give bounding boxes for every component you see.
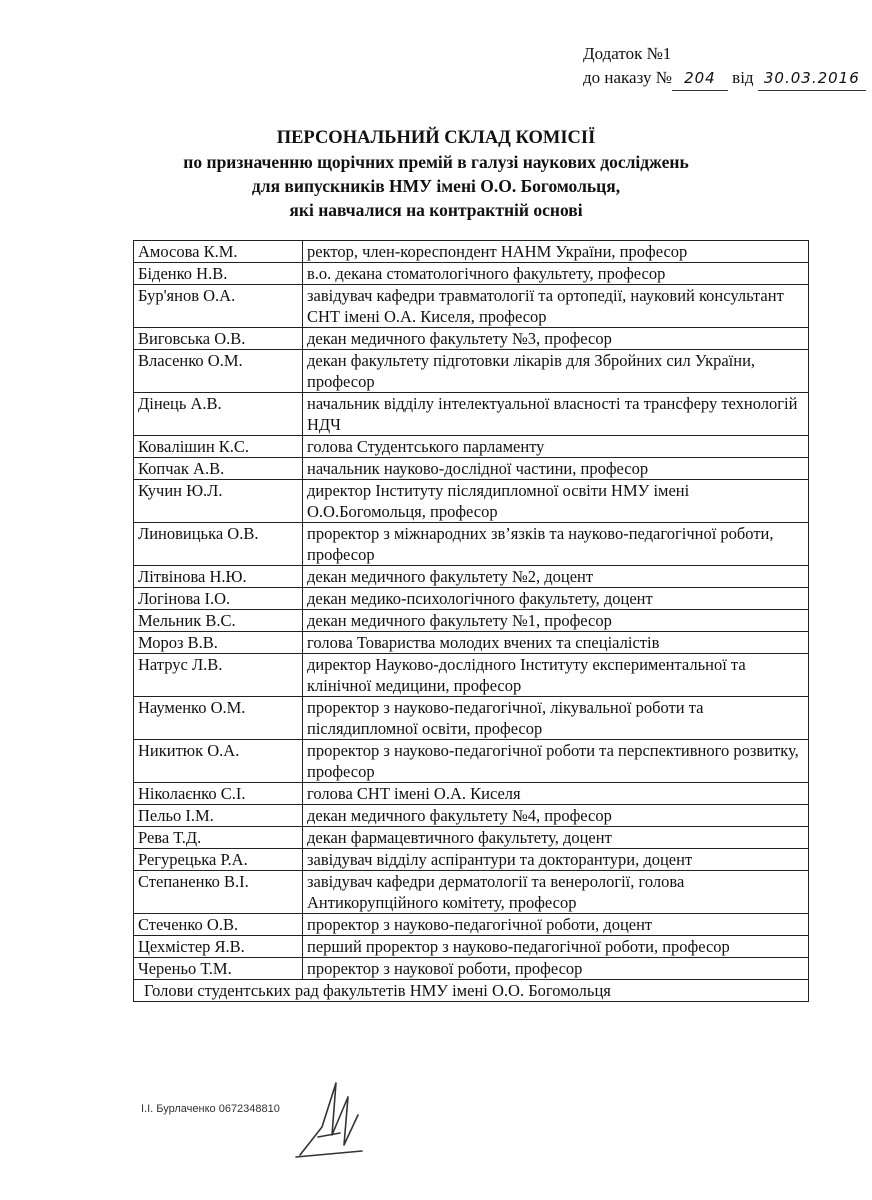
member-name: Літвінова Н.Ю. [134,566,303,588]
table-row [134,241,809,263]
order-reference [583,66,866,91]
member-name: Власенко О.М. [134,350,303,393]
date-prefix: від [732,68,754,87]
title-main: ПЕРСОНАЛЬНИЙ СКЛАД КОМІСІЇ [276,128,596,148]
member-name: Стеченко О.В. [134,914,303,936]
member-name: Степаненко В.І. [134,871,303,914]
commission-table [133,240,809,1002]
table-row [134,458,809,480]
member-role: декан медико-психологічного факультету, доцент [303,588,809,610]
member-name: Кучин Ю.Л. [134,480,303,523]
member-role: декан факультету підготовки лікарів для Збройних сил України, професор [303,350,809,393]
table-row [134,632,809,654]
title-sub-1: по призначенню щорічних премій в галузі наукових досліджень [183,152,689,172]
table-row [134,958,809,980]
member-name: Регурецька Р.А. [134,849,303,871]
title-sub-3: які навчалися на контрактній основі [289,200,583,220]
appendix-label: Додаток №1 [583,44,672,63]
member-role: проректор з науково-педагогічної роботи та перспективного розвитку, професор [303,740,809,783]
member-name: Мельник В.С. [134,610,303,632]
table-row [134,523,809,566]
table-row [134,285,809,328]
member-role: в.о. декана стоматологічного факультету, професор [303,263,809,285]
order-date: 30.03.2016 [758,66,866,91]
table-row [134,436,809,458]
member-role: проректор з науково-педагогічної роботи, доцент [303,914,809,936]
member-role: декан медичного факультету №1, професор [303,610,809,632]
table-row [134,610,809,632]
table-row [134,263,809,285]
member-name: Линовицька О.В. [134,523,303,566]
table-row [134,740,809,783]
member-role: директор Інституту післядипломної освіти НМУ імені О.О.Богомольця, професор [303,480,809,523]
member-name: Рева Т.Д. [134,827,303,849]
member-role: проректор з наукової роботи, професор [303,958,809,980]
member-name: Логінова І.О. [134,588,303,610]
member-role: декан фармацевтичного факультету, доцент [303,827,809,849]
member-role: начальник науково-дослідної частини, професор [303,458,809,480]
member-name: Ніколаєнко С.І. [134,783,303,805]
member-name: Копчак А.В. [134,458,303,480]
member-role: ректор, член-кореспондент НАНМ України, професор [303,241,809,263]
member-name: Мороз В.В. [134,632,303,654]
table-row [134,936,809,958]
member-role: перший проректор з науково-педагогічної роботи, професор [303,936,809,958]
member-name: Натрус Л.В. [134,654,303,697]
handwritten-signature [292,1075,372,1165]
table-row [134,566,809,588]
document-title [0,126,872,222]
member-name: Амосова К.М. [134,241,303,263]
order-number: 204 [672,66,728,91]
member-role: декан медичного факультету №3, професор [303,328,809,350]
table-row [134,393,809,436]
table-row [134,914,809,936]
table-row [134,654,809,697]
member-name: Біденко Н.В. [134,263,303,285]
table-row [134,350,809,393]
member-role: завідувач кафедри травматології та ортопедії, науковий консультант СНТ імені О.А. Киселя, професор [303,285,809,328]
student-councils-row: Голови студентських рад факультетів НМУ імені О.О. Богомольця [134,980,809,1002]
member-role: проректор з науково-педагогічної, лікувальної роботи та післядипломної освіти, професор [303,697,809,740]
member-name: Виговська О.В. [134,328,303,350]
table-row [134,805,809,827]
table-row [134,827,809,849]
member-name: Никитюк О.А. [134,740,303,783]
table-row [134,871,809,914]
member-name: Дінець А.В. [134,393,303,436]
executor-contact: І.І. Бурлаченко 0672348810 [141,1103,280,1115]
table-row [134,480,809,523]
table-row [134,849,809,871]
member-name: Пельо І.М. [134,805,303,827]
title-sub-2: для випускників НМУ імені О.О. Богомольця, [251,176,621,196]
member-role: завідувач відділу аспірантури та докторантури, доцент [303,849,809,871]
table-row [134,697,809,740]
member-role: декан медичного факультету №2, доцент [303,566,809,588]
appendix-header [583,42,866,91]
member-name: Череньо Т.М. [134,958,303,980]
member-name: Науменко О.М. [134,697,303,740]
table-row [134,328,809,350]
table-row [134,783,809,805]
member-role: директор Науково-дослідного Інституту експериментальної та клінічної медицини, професор [303,654,809,697]
member-role: голова Студентського парламенту [303,436,809,458]
member-role: голова СНТ імені О.А. Киселя [303,783,809,805]
member-role: начальник відділу інтелектуальної власності та трансферу технологій НДЧ [303,393,809,436]
table-row [134,588,809,610]
table-row-final [134,980,809,1002]
order-prefix: до наказу № [583,68,672,87]
member-name: Цехмістер Я.В. [134,936,303,958]
member-name: Бур'янов О.А. [134,285,303,328]
member-role: декан медичного факультету №4, професор [303,805,809,827]
member-role: проректор з міжнародних зв’язків та науково-педагогічної роботи, професор [303,523,809,566]
member-name: Ковалішин К.С. [134,436,303,458]
member-role: завідувач кафедри дерматології та венерології, голова Антикорупційного комітету, професор [303,871,809,914]
member-role: голова Товариства молодих вчених та спеціалістів [303,632,809,654]
